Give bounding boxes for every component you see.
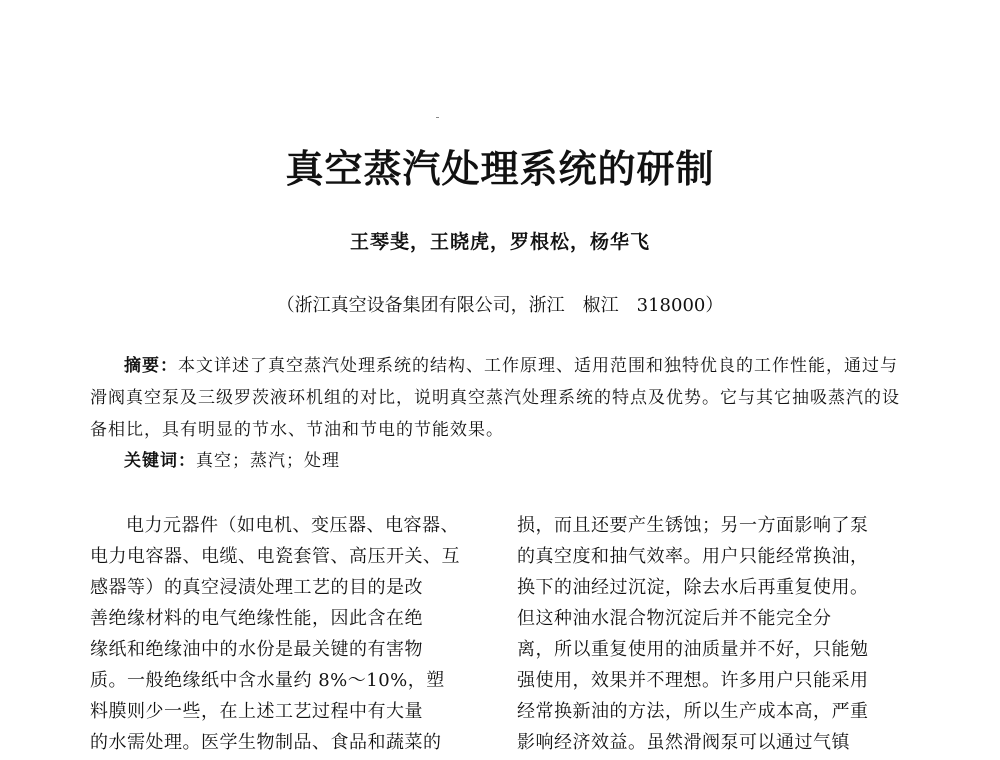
abstract (90, 350, 910, 446)
body-line: 的水需处理。医学生物制品、食品和蔬菜的 (90, 732, 442, 753)
body-line: 但这种油水混合物沉淀后并不能完全分 (517, 608, 832, 629)
body-line: 离，所以重复使用的油质量并不好，只能勉 (517, 639, 869, 660)
body-line: 影响经济效益。虽然滑阀泵可以通过气镇 (517, 732, 850, 753)
paper-title: 真空蒸汽处理系统的研制 (285, 146, 715, 191)
body-line: 损，而且还要产生锈蚀；另一方面影响了泵 (517, 515, 869, 536)
body-line: 电力元器件（如电机、变压器、电容器、 (126, 515, 459, 536)
affiliation: （浙江真空设备集团有限公司，浙江 椒江 318000） (276, 295, 724, 316)
body-line: 强使用，效果并不理想。许多用户只能采用 (517, 670, 869, 691)
keywords (90, 445, 910, 477)
body-column-right (517, 510, 912, 758)
body-column-left (90, 510, 485, 758)
body-line: 换下的油经过沉淀，除去水后再重复使用。 (517, 577, 869, 598)
keywords-label: 关键词： (124, 451, 196, 471)
keywords-text: 真空；蒸汽；处理 (196, 451, 340, 471)
body-line: 质。一般绝缘纸中含水量约 8%～10%，塑 (90, 670, 445, 691)
body-line: 电力电容器、电缆、电瓷套管、高压开关、互 (90, 546, 460, 567)
abstract-text: 本文详述了真空蒸汽处理系统的结构、工作原理、适用范围和独特优良的工作性能，通过与滑阀真空泵及三级罗茨液环机组的对比，说明真空蒸汽处理系统的特点及优势。它与其它抽吸蒸汽的设备相比，具有明显的节水、节油和节电的节能效果。 (90, 356, 900, 440)
abstract-label: 摘要： (124, 356, 178, 376)
body-line: 感器等）的真空浸渍处理工艺的目的是改 (90, 577, 423, 598)
body-line: 缘纸和绝缘油中的水份是最关键的有害物 (90, 639, 423, 660)
scan-speck (436, 117, 439, 118)
body-line: 善绝缘材料的电气绝缘性能，因此含在绝 (90, 608, 423, 629)
body-line: 的真空度和抽气效率。用户只能经常换油， (517, 546, 869, 567)
body-line: 料膜则少一些，在上述工艺过程中有大量 (90, 701, 423, 722)
author-list: 王琴斐，王晓虎，罗根松，杨华飞 (349, 231, 650, 253)
body-line: 经常换新油的方法，所以生产成本高，严重 (517, 701, 869, 722)
